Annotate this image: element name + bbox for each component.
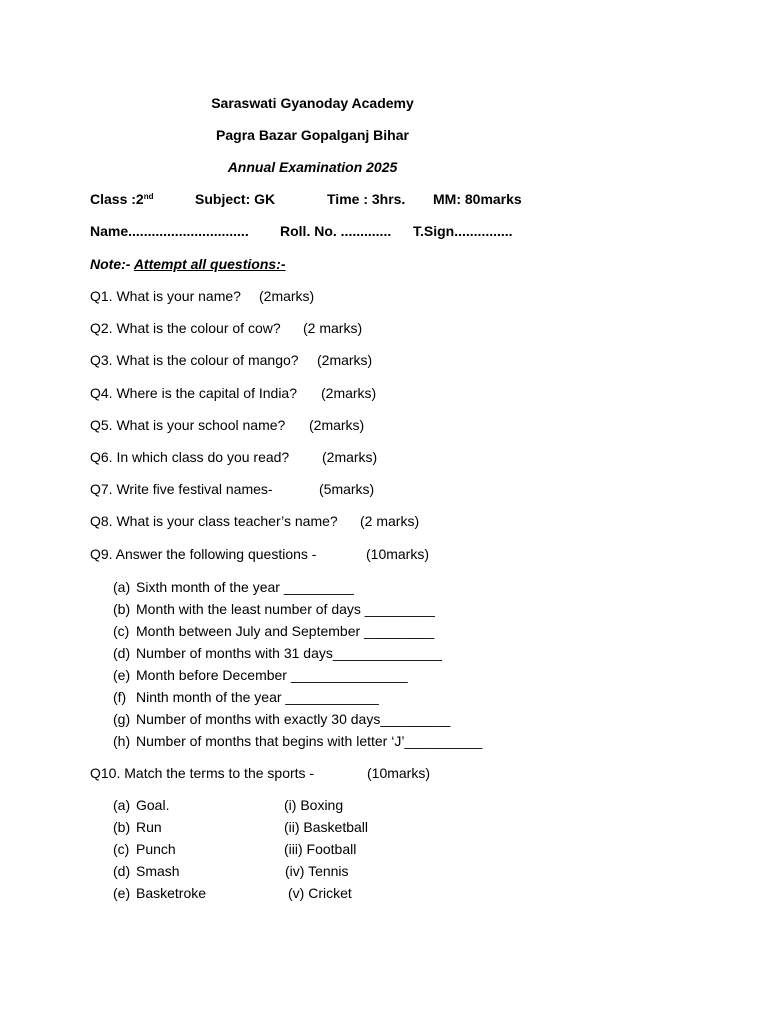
q10-term-text: Goal. xyxy=(136,797,170,813)
q10-sport: (iv) Tennis xyxy=(285,863,349,879)
q9-item-label: (f) xyxy=(113,689,127,705)
question-10: Q10. Match the terms to the sports - xyxy=(90,765,315,781)
note-text: Attempt all questions:- xyxy=(133,256,286,272)
q10-item-label: (e) xyxy=(113,885,131,901)
q9-item-text: Number of months with exactly 30 days_________ xyxy=(136,711,451,727)
question-7-marks: (5marks) xyxy=(319,481,375,497)
time-label: Time : 3hrs. xyxy=(327,191,406,207)
question-8: Q8. What is your class teacher’s name? xyxy=(90,513,338,529)
exam-title: Annual Examination 2025 xyxy=(227,159,398,175)
note xyxy=(90,255,285,273)
teacher-sign-field: T.Sign............... xyxy=(413,223,513,239)
q9-item-label: (d) xyxy=(113,645,131,661)
note-prefix: Note:- xyxy=(90,256,134,272)
q10-item-label: (c) xyxy=(113,841,130,857)
q10-term-text: Punch xyxy=(136,841,176,857)
q10-item-label: (d) xyxy=(113,863,131,879)
q9-item-label: (e) xyxy=(113,667,131,683)
question-1: Q1. What is your name? xyxy=(90,288,241,304)
q10-item-label: (a) xyxy=(113,797,131,813)
question-6-marks: (2marks) xyxy=(322,449,378,465)
school-name: Saraswati Gyanoday Academy xyxy=(211,95,414,111)
question-1-marks: (2marks) xyxy=(259,288,315,304)
question-2: Q2. What is the colour of cow? xyxy=(90,320,281,336)
q10-term-text: Run xyxy=(136,819,162,835)
question-4-marks: (2marks) xyxy=(321,385,377,401)
q9-item-text: Month before December _______________ xyxy=(136,667,408,683)
question-3-marks: (2marks) xyxy=(317,352,373,368)
q9-item-text: Sixth month of the year _________ xyxy=(136,579,354,595)
question-5-marks: (2marks) xyxy=(309,417,365,433)
school-address: Pagra Bazar Gopalganj Bihar xyxy=(216,127,409,143)
q10-sport: (v) Cricket xyxy=(288,885,352,901)
question-8-marks: (2 marks) xyxy=(360,513,420,529)
question-3: Q3. What is the colour of mango? xyxy=(90,352,299,368)
max-marks-label: MM: 80marks xyxy=(433,191,522,207)
q9-item-label: (c) xyxy=(113,623,130,639)
q9-item-label: (g) xyxy=(113,711,131,727)
q10-sport: (ii) Basketball xyxy=(284,819,369,835)
roll-number-field: Roll. No. ............. xyxy=(280,223,392,239)
class-label xyxy=(90,190,153,208)
q9-item-label: (h) xyxy=(113,733,131,749)
q9-item-text: Month with the least number of days _________ xyxy=(136,601,435,617)
q10-sport: (i) Boxing xyxy=(284,797,344,813)
q10-sport: (iii) Football xyxy=(284,841,357,857)
question-4: Q4. Where is the capital of India? xyxy=(90,385,297,401)
question-7: Q7. Write five festival names- xyxy=(90,481,273,497)
question-6: Q6. In which class do you read? xyxy=(90,449,290,465)
question-2-marks: (2 marks) xyxy=(303,320,363,336)
q9-item-label: (b) xyxy=(113,601,131,617)
q9-item-text: Month between July and September _________ xyxy=(136,623,435,639)
q10-item-label: (b) xyxy=(113,819,131,835)
q9-item-label: (a) xyxy=(113,579,131,595)
name-field: Name............................... xyxy=(90,223,249,239)
q10-term-text: Basketroke xyxy=(136,885,207,901)
question-5: Q5. What is your school name? xyxy=(90,417,286,433)
class-superscript: nd xyxy=(143,192,154,201)
subject-label: Subject: GK xyxy=(195,191,276,207)
q9-item-text: Ninth month of the year ____________ xyxy=(136,689,379,705)
q9-item-text: Number of months with 31 days______________ xyxy=(136,645,442,661)
question-10-marks: (10marks) xyxy=(367,765,431,781)
q10-term-text: Smash xyxy=(136,863,180,879)
class-text: Class :2 xyxy=(90,191,144,207)
question-9-marks: (10marks) xyxy=(366,546,430,562)
question-9: Q9. Answer the following questions - xyxy=(90,546,317,562)
q9-item-text: Number of months that begins with letter ‘J’__________ xyxy=(136,733,483,749)
